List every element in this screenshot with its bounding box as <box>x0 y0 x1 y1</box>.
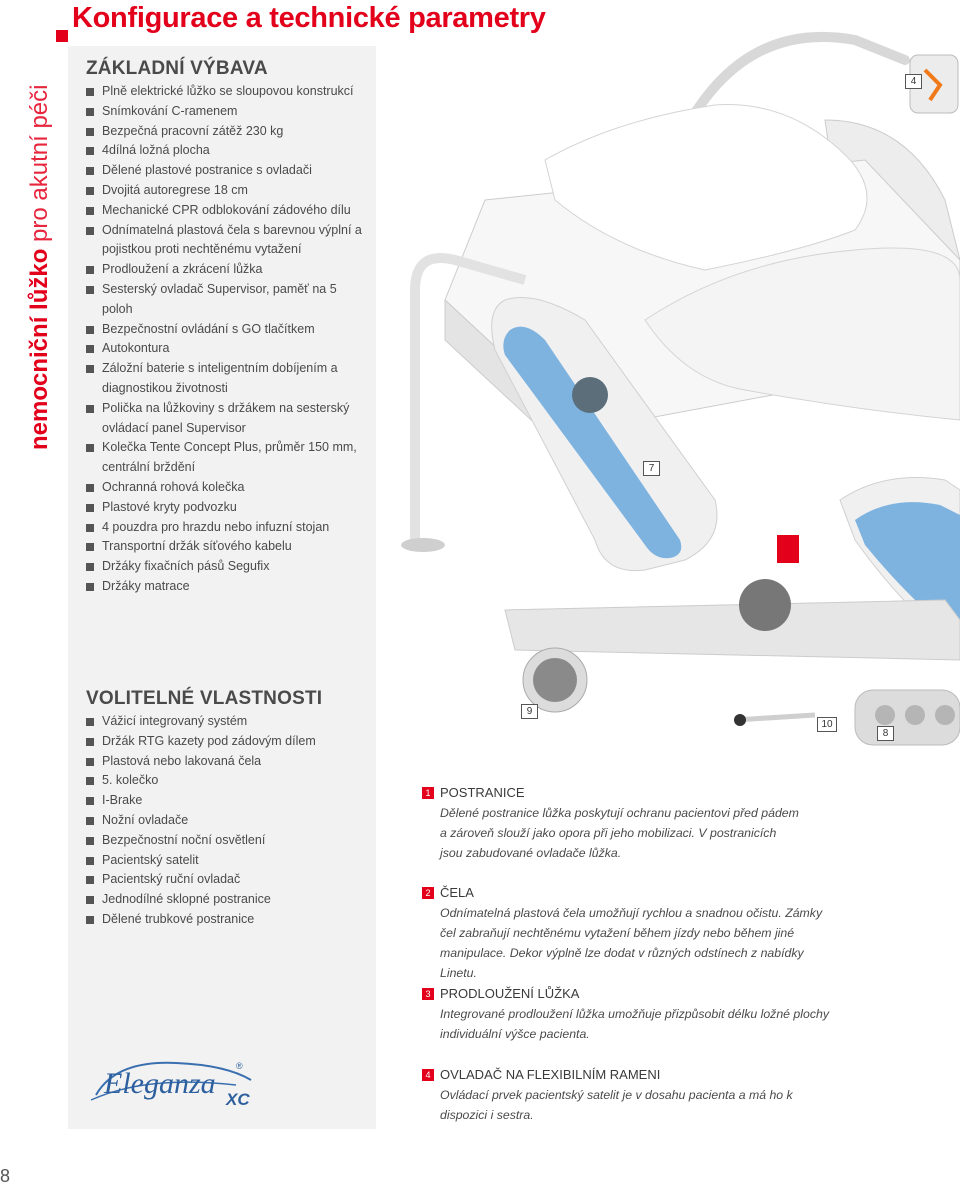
feature-item <box>86 851 366 871</box>
feature-item-text: Ochranná rohová kolečka <box>102 479 245 494</box>
hospital-bed-illustration <box>385 0 960 760</box>
callout-7: 7 <box>643 461 660 476</box>
feature-item-text: Dvojitá autoregrese 18 cm <box>102 182 248 197</box>
feature-item-text: Jednodílné sklopné postranice <box>102 892 271 907</box>
feature-item <box>86 221 366 261</box>
description-text: Integrované prodloužení lůžka umožňuje přizpůsobit délku ložné plochy individuální výšce pacienta. <box>440 1007 829 1041</box>
description-postranice <box>422 785 942 863</box>
square-bullet-icon <box>86 207 94 215</box>
feature-item <box>86 537 366 557</box>
feature-item-text: Nožní ovladače <box>102 812 189 827</box>
feature-item-text: Držák RTG kazety pod zádovým dílem <box>102 733 316 748</box>
square-bullet-icon <box>86 187 94 195</box>
square-bullet-icon <box>86 326 94 334</box>
square-bullet-icon <box>86 896 94 904</box>
square-bullet-icon <box>86 876 94 884</box>
side-title <box>26 30 54 450</box>
square-bullet-icon <box>86 777 94 785</box>
feature-item <box>86 910 366 930</box>
feature-item-text: Polička na lůžkoviny s držákem na sesterský ovládací panel Supervisor <box>102 400 350 435</box>
logo-suffix: XC <box>226 1090 250 1109</box>
description-title: POSTRANICE <box>440 785 525 800</box>
feature-item <box>86 831 366 851</box>
description-text: Ovládací prvek pacientský satelit je v dosahu pacienta a má ho k dispozici i sestra. <box>440 1088 793 1122</box>
square-bullet-icon <box>86 266 94 274</box>
description-title: ČELA <box>440 885 474 900</box>
square-bullet-icon <box>86 405 94 413</box>
square-bullet-icon <box>86 147 94 155</box>
feature-item <box>86 260 366 280</box>
square-bullet-icon <box>86 167 94 175</box>
page-number: 8 <box>0 1166 11 1186</box>
feature-item <box>86 478 366 498</box>
description-number: 3 <box>422 988 434 1000</box>
feature-item-text: Transportní držák síťového kabelu <box>102 539 292 554</box>
standard-heading: ZÁKLADNÍ VÝBAVA <box>86 58 268 79</box>
feature-item-text: Sesterský ovladač Supervisor, paměť na 5 poloh <box>102 281 337 316</box>
feature-item-text: Odnímatelná plastová čela s barevnou výplní a pojistkou proti nechtěnému vytažení <box>102 222 362 257</box>
feature-item-text: Autokontura <box>102 341 170 356</box>
feature-item-text: Bezpečnostní ovládání s GO tlačítkem <box>102 321 315 336</box>
feature-item-text: Vážicí integrovaný systém <box>102 714 248 728</box>
title-square-marker <box>56 30 68 42</box>
square-bullet-icon <box>86 718 94 726</box>
feature-item <box>86 771 366 791</box>
feature-item <box>86 399 366 439</box>
square-bullet-icon <box>86 128 94 136</box>
feature-item <box>86 732 366 752</box>
description-text: Dělené postranice lůžka poskytují ochranu pacientovi před pádem a zároveň slouží jako opora při jeho mobilizaci. V postranicích jsou zabudované ovladače lůžka. <box>440 806 799 860</box>
side-title-bold: nemocniční lůžko <box>26 248 53 450</box>
feature-item <box>86 791 366 811</box>
callout-9: 9 <box>521 704 538 719</box>
feature-item-text: Mechanické CPR odblokování zádového dílu <box>102 202 351 217</box>
feature-item-text: Prodloužení a zkrácení lůžka <box>102 262 263 277</box>
square-bullet-icon <box>86 916 94 924</box>
feature-item-text: Bezpečnostní noční osvětlení <box>102 832 266 847</box>
feature-item <box>86 161 366 181</box>
feature-item-text: Záložní baterie s inteligentním dobíjením a diagnostikou životnosti <box>102 361 338 395</box>
optional-feature-list <box>86 712 366 930</box>
feature-item-text: Držáky fixačních pásů Segufix <box>102 559 270 574</box>
feature-item <box>86 102 366 122</box>
feature-item <box>86 181 366 201</box>
standard-feature-list <box>86 82 366 597</box>
square-bullet-icon <box>86 227 94 235</box>
page-title: Konfigurace a technické parametry <box>72 2 546 34</box>
feature-item <box>86 752 366 772</box>
description-title: OVLADAČ NA FLEXIBILNÍM RAMENI <box>440 1067 661 1082</box>
square-bullet-icon <box>86 524 94 532</box>
feature-item <box>86 518 366 538</box>
feature-item-text: 5. kolečko <box>102 773 159 788</box>
side-title-light: pro akutní péči <box>26 84 53 242</box>
description-number: 4 <box>422 1069 434 1081</box>
feature-item-text: Dělené plastové postranice s ovladači <box>102 163 312 178</box>
description-number: 1 <box>422 787 434 799</box>
feature-item <box>86 870 366 890</box>
feature-item <box>86 438 366 478</box>
feature-item-text: Snímkování C-ramenem <box>102 103 238 118</box>
feature-item-text: Bezpečná pracovní zátěž 230 kg <box>102 123 284 138</box>
feature-item <box>86 577 366 597</box>
optional-heading: VOLITELNÉ VLASTNOSTI <box>86 688 323 709</box>
feature-item <box>86 359 366 399</box>
feature-item <box>86 280 366 320</box>
callout-4: 4 <box>905 74 922 89</box>
square-bullet-icon <box>86 563 94 571</box>
description-title: PRODLOUŽENÍ LŮŽKA <box>440 986 580 1001</box>
feature-item <box>86 557 366 577</box>
description-cela <box>422 885 942 983</box>
eleganza-logo <box>86 1055 266 1110</box>
logo-wordmark: Eleganza <box>104 1067 216 1100</box>
description-prodlouzeni <box>422 986 942 1044</box>
feature-item-text: I-Brake <box>102 793 143 808</box>
square-bullet-icon <box>86 817 94 825</box>
feature-item <box>86 498 366 518</box>
square-bullet-icon <box>86 857 94 865</box>
square-bullet-icon <box>86 88 94 96</box>
description-ovladac <box>422 1067 942 1125</box>
feature-item <box>86 320 366 340</box>
feature-item-text: 4dílná ložná plocha <box>102 143 210 158</box>
square-bullet-icon <box>86 758 94 766</box>
square-bullet-icon <box>86 108 94 116</box>
feature-item-text: Kolečka Tente Concept Plus, průměr 150 mm, centrální brždění <box>102 440 357 475</box>
description-text: Odnímatelná plastová čela umožňují rychlou a snadnou očistu. Zámky čel zabraňují nechtěnému vytažení během jízdy nebo během jiné manipulace. Dekor výplně lze dodat v různých odstínech z nabídky Linetu. <box>440 906 823 980</box>
callout-10: 10 <box>817 717 837 732</box>
square-bullet-icon <box>86 365 94 373</box>
feature-item-text: Držáky matrace <box>102 578 190 593</box>
feature-item-text: Plně elektrické lůžko se sloupovou konstrukcí <box>102 84 354 98</box>
square-bullet-icon <box>86 504 94 512</box>
feature-item <box>86 141 366 161</box>
feature-item <box>86 712 366 732</box>
square-bullet-icon <box>86 738 94 746</box>
square-bullet-icon <box>86 797 94 805</box>
feature-item-text: 4 pouzdra pro hrazdu nebo infuzní stojan <box>102 519 330 534</box>
feature-item-text: Plastové kryty podvozku <box>102 499 237 514</box>
feature-item <box>86 122 366 142</box>
bed-photo <box>385 0 960 760</box>
feature-item-text: Dělené trubkové postranice <box>102 911 255 926</box>
square-bullet-icon <box>86 345 94 353</box>
description-number: 2 <box>422 887 434 899</box>
square-bullet-icon <box>86 583 94 591</box>
feature-item <box>86 890 366 910</box>
square-bullet-icon <box>86 484 94 492</box>
feature-item <box>86 201 366 221</box>
callout-8: 8 <box>877 726 894 741</box>
feature-item-text: Plastová nebo lakovaná čela <box>102 753 262 768</box>
square-bullet-icon <box>86 286 94 294</box>
feature-item <box>86 339 366 359</box>
feature-item-text: Pacientský satelit <box>102 852 199 867</box>
square-bullet-icon <box>86 444 94 452</box>
square-bullet-icon <box>86 543 94 551</box>
square-bullet-icon <box>86 837 94 845</box>
feature-item <box>86 811 366 831</box>
feature-item <box>86 82 366 102</box>
logo-registered-mark: ® <box>236 1061 243 1071</box>
feature-item-text: Pacientský ruční ovladač <box>102 872 241 887</box>
